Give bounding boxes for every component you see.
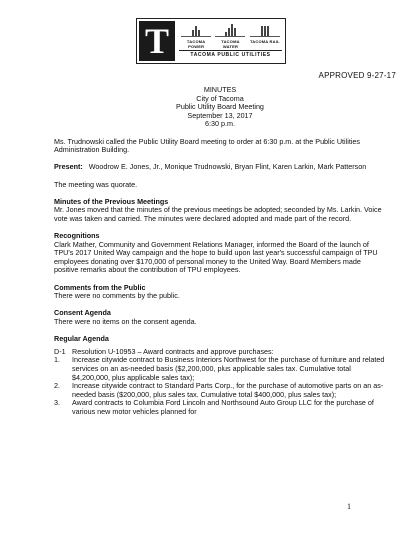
document-title <box>54 86 386 129</box>
logo-division-water-label: TACOMA WATER <box>221 39 240 49</box>
title-line-5: 6:30 p.m. <box>205 119 235 129</box>
list-item-number: 1. <box>54 355 60 365</box>
water-icon <box>215 22 245 37</box>
approved-stamp: APPROVED 9-27-17 <box>318 71 396 80</box>
agenda-item-d1-text: Resolution U-10953 – Award contracts and approve purchases: <box>72 346 274 356</box>
logo-division-rail <box>248 22 282 50</box>
title-line-2: City of Tacoma <box>196 93 244 103</box>
page-number: 1 <box>347 502 351 511</box>
recognitions-text: Clark Mather, Community and Government Relations Manager, informed the Board of the launch of TPU's 2017 United Way campaign and the hope to build upon last year's successful campaign of TPU employees donating over $170,000 of personal money to the United Way. Board Members made positive remarks about the contribution of TPU employees. <box>54 239 378 275</box>
regular-agenda-heading: Regular Agenda <box>54 334 109 344</box>
comments-heading: Comments from the Public <box>54 282 146 292</box>
present-paragraph <box>54 163 386 172</box>
list-item-number: 2. <box>54 381 60 391</box>
power-icon <box>181 22 211 37</box>
list-item <box>54 399 386 416</box>
logo-division-power <box>179 22 213 50</box>
logo-division-water <box>213 22 247 50</box>
list-item <box>54 382 386 399</box>
title-line-4: September 13, 2017 <box>187 110 253 120</box>
logo-mark: T <box>139 21 175 61</box>
logo-division-power-label: TACOMA POWER <box>186 39 206 49</box>
logo-division-rail-label: TACOMA RAIL <box>249 39 280 44</box>
list-item <box>54 356 386 382</box>
list-item-text: Increase citywide contract to Standard Parts Corp., for the purchase of automotive parts on an as-needed basis ($200,000, plus sales tax. Cumulative total $400,000, plus sales tax); <box>72 381 384 399</box>
present-label: Present: <box>54 162 83 172</box>
minutes-prev-text: Mr. Jones moved that the minutes of the previous meetings be adopted; seconded by Ms. Larkin. Voice vote was taken and carried. The minutes were declared adopted and made part of the record. <box>54 205 382 223</box>
list-item-text: Increase citywide contract to Business Interiors Northwest for the purchase of furniture and related services on an as-needed basis ($2,200,000, plus applicable sales tax. Cumulative total $4,200,000, plus applicable sales tax); <box>72 355 385 382</box>
recognitions-heading: Recognitions <box>54 231 100 241</box>
logo-org-name: TACOMA PUBLIC UTILITIES <box>179 50 282 60</box>
minutes-body <box>54 86 386 417</box>
consent-heading: Consent Agenda <box>54 308 111 318</box>
present-names: Woodrow E. Jones, Jr., Monique Trudnowski, Bryan Flint, Karen Larkin, Mark Patterson <box>88 162 367 172</box>
agenda-item-d1-number: D-1 <box>54 346 66 356</box>
logo-divisions <box>179 22 282 50</box>
quorum-statement: The meeting was quorate. <box>54 179 138 189</box>
rail-icon <box>250 22 280 37</box>
title-line-3: Public Utility Board Meeting <box>176 102 264 112</box>
title-line-1: MINUTES <box>203 85 237 94</box>
list-item-text: Award contracts to Columbia Ford Lincoln and Northsound Auto Group LLC for the purchase of various new motor vehicles planned for <box>72 398 374 416</box>
comments-text: There were no comments by the public. <box>54 291 180 301</box>
list-item-number: 3. <box>54 398 60 408</box>
consent-text: There were no items on the consent agenda. <box>54 317 197 327</box>
minutes-prev-heading: Minutes of the Previous Meetings <box>54 196 169 206</box>
call-to-order: Ms. Trudnowski called the Public Utility Board meeting to order at 6:30 p.m. at the Public Utilities Administration Building. <box>54 136 361 155</box>
tpu-logo <box>136 18 286 64</box>
